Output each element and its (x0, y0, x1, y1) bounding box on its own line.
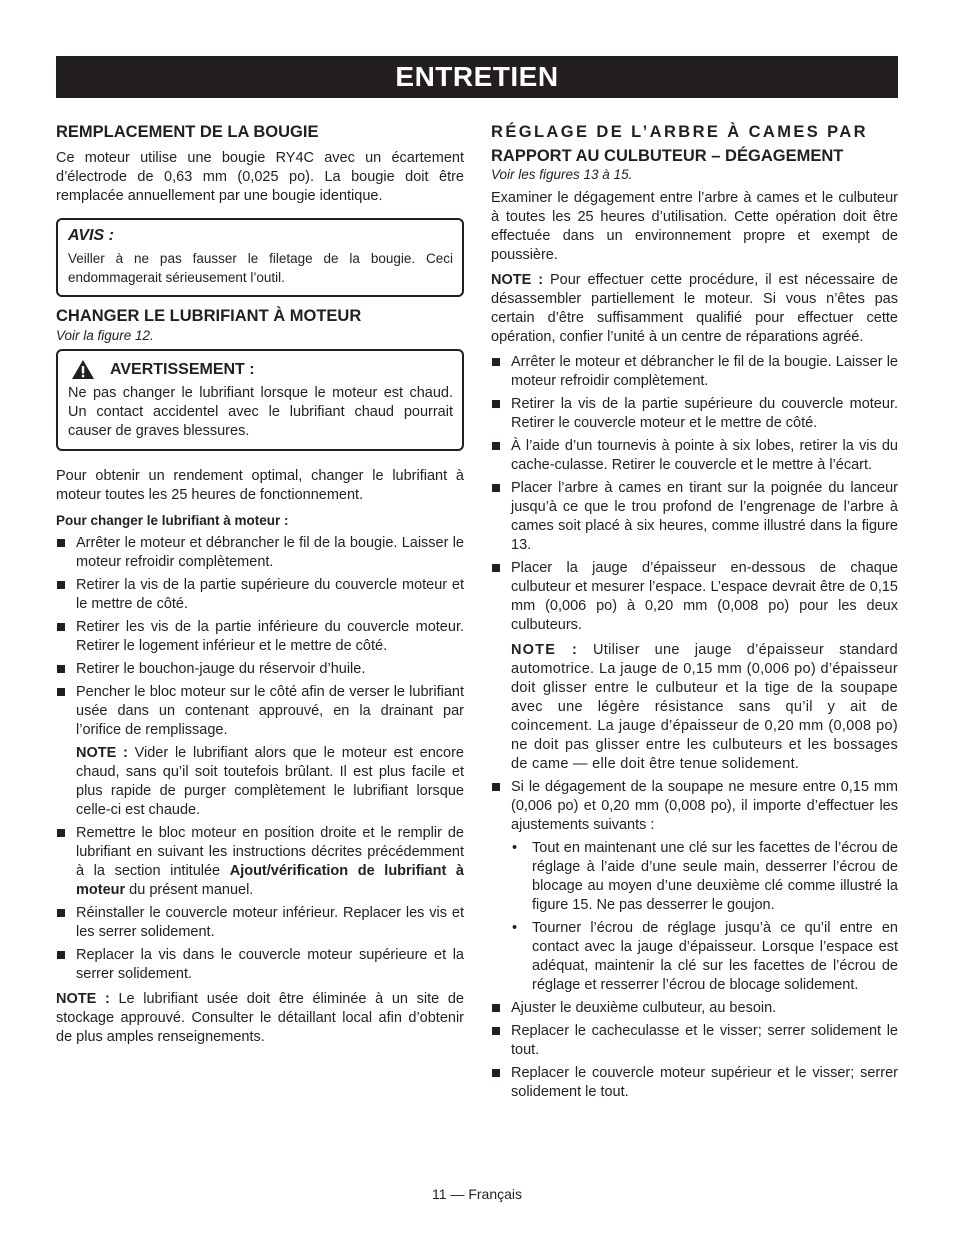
section-heading-oil-change: CHANGER LE LUBRIFIANT À MOTEUR (56, 307, 362, 325)
warning-triangle-icon (71, 359, 95, 380)
list-item: Retirer les vis de la partie inférieure du couvercle moteur. Retirer le logement inférieur et le mettre de côté. (56, 618, 464, 656)
list-item: • Tourner l’écrou de réglage jusqu’à ce qu’il entre en contact avec la jauge d’épaisseur. Lorsque l’espace est adéquat, maintenir la clé sur les facettes de l’écrou de réglage et resserrer l’écrou de blocage solidement. (511, 919, 898, 995)
list-item: Remettre le bloc moteur en position droite et le remplir de lubrifiant en suivant les instructions décrites précédemment à la section intitulée Ajout/vérification de lubrifiant à moteur du présent manuel. (56, 824, 464, 900)
adjustment-sublist (511, 839, 898, 995)
section-heading-spark-plug: REMPLACEMENT DE LA BOUGIE (56, 123, 319, 141)
warning-box (56, 349, 464, 451)
list-item: Arrêter le moteur et débrancher le fil de la bougie. Laisser le moteur refroidir complètement. (56, 534, 464, 572)
list-item: Retirer la vis de la partie supérieure du couvercle moteur et le mettre de côté. (56, 576, 464, 614)
disposal-note: NOTE : Le lubrifiant usée doit être éliminée à un site de stockage approuvé. Consulter le détaillant local afin d’obtenir de plus amples renseignements. (56, 991, 465, 1045)
list-item: Retirer la vis de la partie supérieure du couvercle moteur. Retirer le couvercle moteur et le mettre de côté. (491, 395, 898, 433)
list-item: Replacer la vis dans le couvercle moteur supérieure et la serrer solidement. (56, 946, 464, 984)
page-title: ENTRETIEN (56, 56, 898, 98)
list-item: Arrêter le moteur et débrancher le fil de la bougie. Laisser le moteur refroidir complètement. (491, 353, 898, 391)
list-item: Pencher le bloc moteur sur le côté afin de verser le lubrifiant usée dans un contenant approuvé, en la drainant par l’orifice de remplissage. NOTE : Vider le lubrifiant alors que le moteur est encore chaud, sans qu’il soit toutefois brûlant. Il est plus facile et plus rapide de purger complètement le lubrifiant lorsque celle-ci est chaude. (56, 683, 464, 820)
oil-procedure-subheading: Pour changer le lubrifiant à moteur : (56, 513, 289, 528)
note-label: NOTE : (511, 642, 578, 658)
valve-note: NOTE : Pour effectuer cette procédure, il est nécessaire de désassembler partiellement le moteur. Si vous n’êtes pas certain d’être suffisamment qualifié pour effectuer cette opération, confier l’unité à un centre de réparations agréé. (491, 272, 898, 345)
list-item: Retirer le bouchon-jauge du réservoir d’huile. (56, 660, 464, 679)
right-column (491, 122, 898, 1106)
list-item: Placer l’arbre à cames en tirant sur la poignée du lanceur jusqu’à ce que le trou profond de l’engrenage de l’arbre à cames soit placé à six heures, comme illustré dans la figure 13. (491, 479, 898, 555)
list-item: Ajuster le deuxième culbuteur, au besoin. (491, 999, 898, 1018)
list-item: Replacer le cacheculasse et le visser; serrer solidement le tout. (491, 1022, 898, 1060)
spark-plug-text: Ce moteur utilise une bougie RY4C avec un écartement d’électrode de 0,63 mm (0,025 po). La bougie doit être remplacée annuellement par une bougie identique. (56, 150, 464, 204)
oil-steps-list (56, 534, 464, 984)
list-item: Réinstaller le couvercle moteur inférieur. Replacer les vis et les serrer solidement. (56, 904, 464, 942)
notice-box (56, 218, 464, 297)
list-item: Replacer le couvercle moteur supérieur et le visser; serrer solidement le tout. (491, 1064, 898, 1102)
valve-intro-text: Examiner le dégagement entre l’arbre à cames et le culbuteur à toutes les 25 heures d’utilisation. Cette opération doit être effectuée dans un environnement propre et exempt de poussière. (491, 190, 898, 263)
note-text: Utiliser une jauge d’épaisseur standard automotrice. La jauge de 0,15 mm (0,006 po) d’épaisseur doit glisser entre le culbuteur et la tige de la soupape avec une légère résistance sans qu’il y ait de coincement. La jauge d’épaisseur de 0,20 mm (0,008 po) ne doit pas glisser entre les culbuteurs et les bossages de came — elle doit être tenue solidement. (511, 642, 898, 772)
notice-title: AVIS : (68, 227, 114, 244)
section-heading-valve-clearance: RÉGLAGE DE L’ARBRE À CAMES PAR (491, 123, 868, 141)
list-item: Placer la jauge d’épaisseur en-dessous de chaque culbuteur et mesurer l’espace. L’espace devrait être de 0,15 mm (0,006 po) à 0,20 mm (0,008 po) pour les deux culbuteurs. NOTE : Utiliser une jauge d’épaisseur standard automotrice. La jauge de 0,15 mm (0,006 po) d’épaisseur doit glisser entre le culbuteur et la tige de la soupape avec une légère résistance sans qu’il y ait de coincement. La jauge d’épaisseur de 0,20 mm (0,008 po) ne doit pas glisser entre les culbuteurs et les bossages de came — elle doit être tenue solidement. (491, 559, 898, 774)
valve-steps-list (491, 353, 898, 1102)
warning-title: AVERTISSEMENT : (110, 360, 255, 378)
figure-reference: Voir la figure 12. (56, 328, 154, 343)
note-label: NOTE : (76, 745, 128, 761)
section-heading-valve-clearance-2: RAPPORT AU CULBUTEUR – DÉGAGEMENT (491, 147, 844, 165)
list-item: • Tout en maintenant une clé sur les facettes de l’écrou de réglage à l’aide d’une seule main, desserrer l’écrou de blocage au moyen d’une deuxième clé comme illustré la figure 15. Ne pas desserrer le goujon. (511, 839, 898, 915)
left-column (56, 122, 464, 1047)
warning-text: Ne pas changer le lubrifiant lorsque le moteur est chaud. Un contact accidentel avec le lubrifiant chaud pourrait causer de graves blessures. (68, 385, 453, 439)
notice-text: Veiller à ne pas fausser le filetage de la bougie. Ceci endommagerait sérieusement l’outil. (68, 251, 453, 285)
list-item: Si le dégagement de la soupape ne mesure entre 0,15 mm (0,006 po) et 0,20 mm (0,008 po), il importe d’effectuer les ajustements suivants : • Tout en maintenant une clé sur les facettes de l’écrou de réglage à l’aide d’une seule main, desserrer l’écrou de blocage au moyen d’une deuxième clé comme illustré la figure 15. Ne pas desserrer le goujon. • Tourner l’écrou de réglage jusqu’à ce qu’il entre en contact avec la jauge d’épaisseur. Lorsque l’espace est adéquat, maintenir la clé sur les facettes de l’écrou de réglage et resserrer l’écrou de blocage solidement. (491, 778, 898, 995)
figure-reference: Voir les figures 13 à 15. (491, 167, 633, 182)
note-text: Vider le lubrifiant alors que le moteur est encore chaud, sans qu’il soit toutefois brûlant. Il est plus facile et plus rapide de purger complètement le lubrifiant lorsque celle-ci est chaude. (76, 745, 464, 818)
page-footer: 11 — Français (432, 1186, 522, 1202)
oil-intro-text: Pour obtenir un rendement optimal, changer le lubrifiant à moteur toutes les 25 heures de fonctionnement. (56, 468, 464, 503)
list-item: À l’aide d’un tournevis à pointe à six lobes, retirer la vis du cache-culasse. Retirer le couvercle et le mettre à l’écart. (491, 437, 898, 475)
